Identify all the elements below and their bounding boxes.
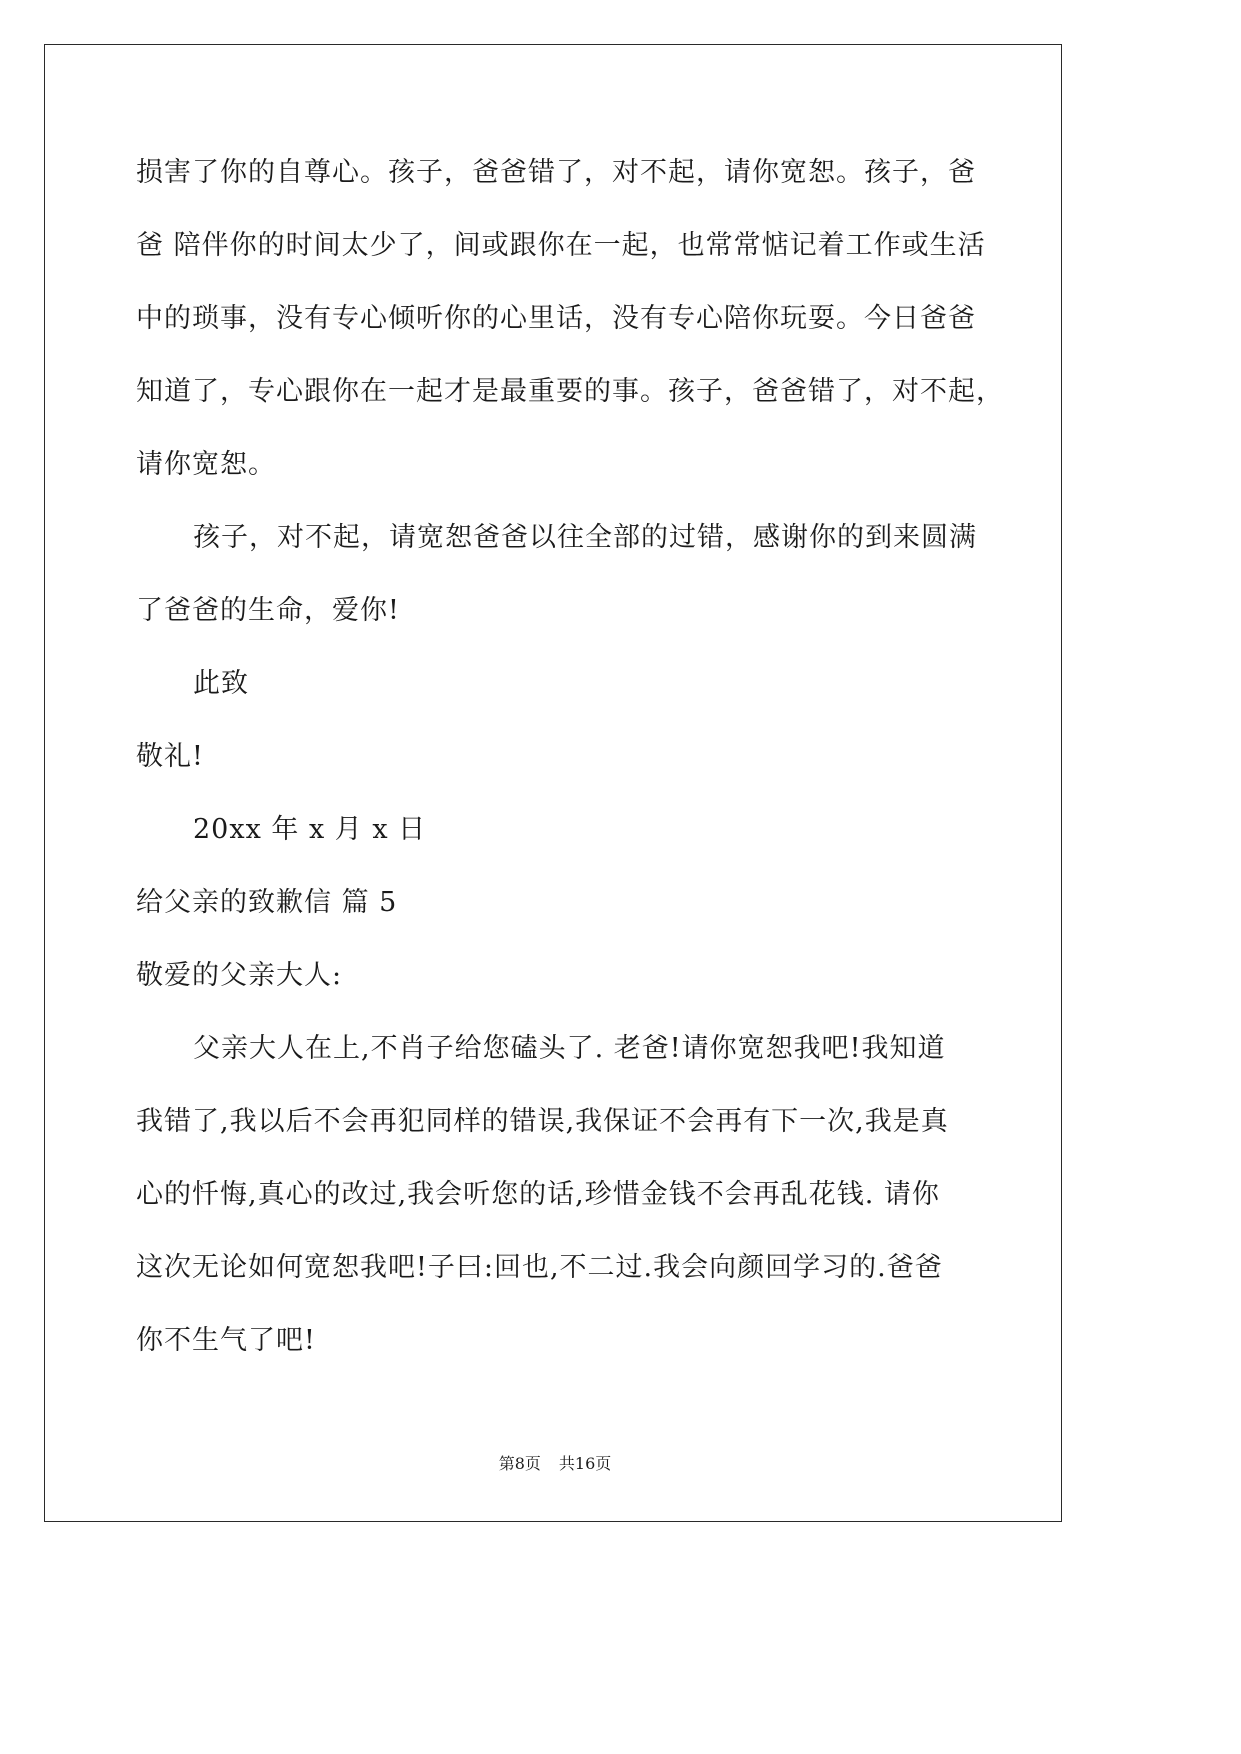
section-heading: 给父亲的致歉信 篇 5 [136, 887, 398, 918]
closing-salutation: 此致 [193, 668, 249, 699]
letter-date: 20xx 年 x 月 x 日 [193, 814, 427, 845]
text-line: 损害了你的自尊心。孩子，爸爸错了，对不起，请你宽恕。孩子，爸 [136, 157, 976, 188]
text-line: 了爸爸的生命，爱你! [136, 595, 400, 626]
text-line: 这次无论如何宽恕我吧!子曰:回也,不二过.我会向颜回学习的.爸爸 [136, 1252, 943, 1283]
page-total: 共16页 [558, 1454, 612, 1473]
text-line: 我错了,我以后不会再犯同样的错误,我保证不会再有下一次,我是真 [136, 1106, 949, 1137]
document-body [136, 143, 1004, 1384]
text-line: 心的忏悔,真心的改过,我会听您的话,珍惜金钱不会再乱花钱. 请你 [136, 1179, 940, 1210]
text-line: 爸 陪伴你的时间太少了，间或跟你在一起，也常常惦记着工作或生活 [136, 230, 986, 261]
paragraph-first-line: 孩子，对不起，请宽恕爸爸以往全部的过错，感谢你的到来圆满 [193, 522, 977, 553]
text-line: 知道了，专心跟你在一起才是最重要的事。孩子，爸爸错了，对不起， [136, 376, 1004, 407]
text-line: 你不生气了吧! [136, 1325, 316, 1356]
text-line: 中的琐事，没有专心倾听你的心里话，没有专心陪你玩耍。今日爸爸 [136, 303, 976, 334]
page-number: 第8页 [498, 1454, 541, 1473]
closing-regards: 敬礼! [136, 741, 204, 772]
text-line: 请你宽恕。 [136, 449, 276, 480]
paragraph-first-line: 父亲大人在上,不肖子给您磕头了. 老爸!请你宽恕我吧!我知道 [193, 1033, 946, 1064]
letter-greeting: 敬爱的父亲大人: [136, 960, 343, 991]
page-footer [0, 1453, 1110, 1475]
